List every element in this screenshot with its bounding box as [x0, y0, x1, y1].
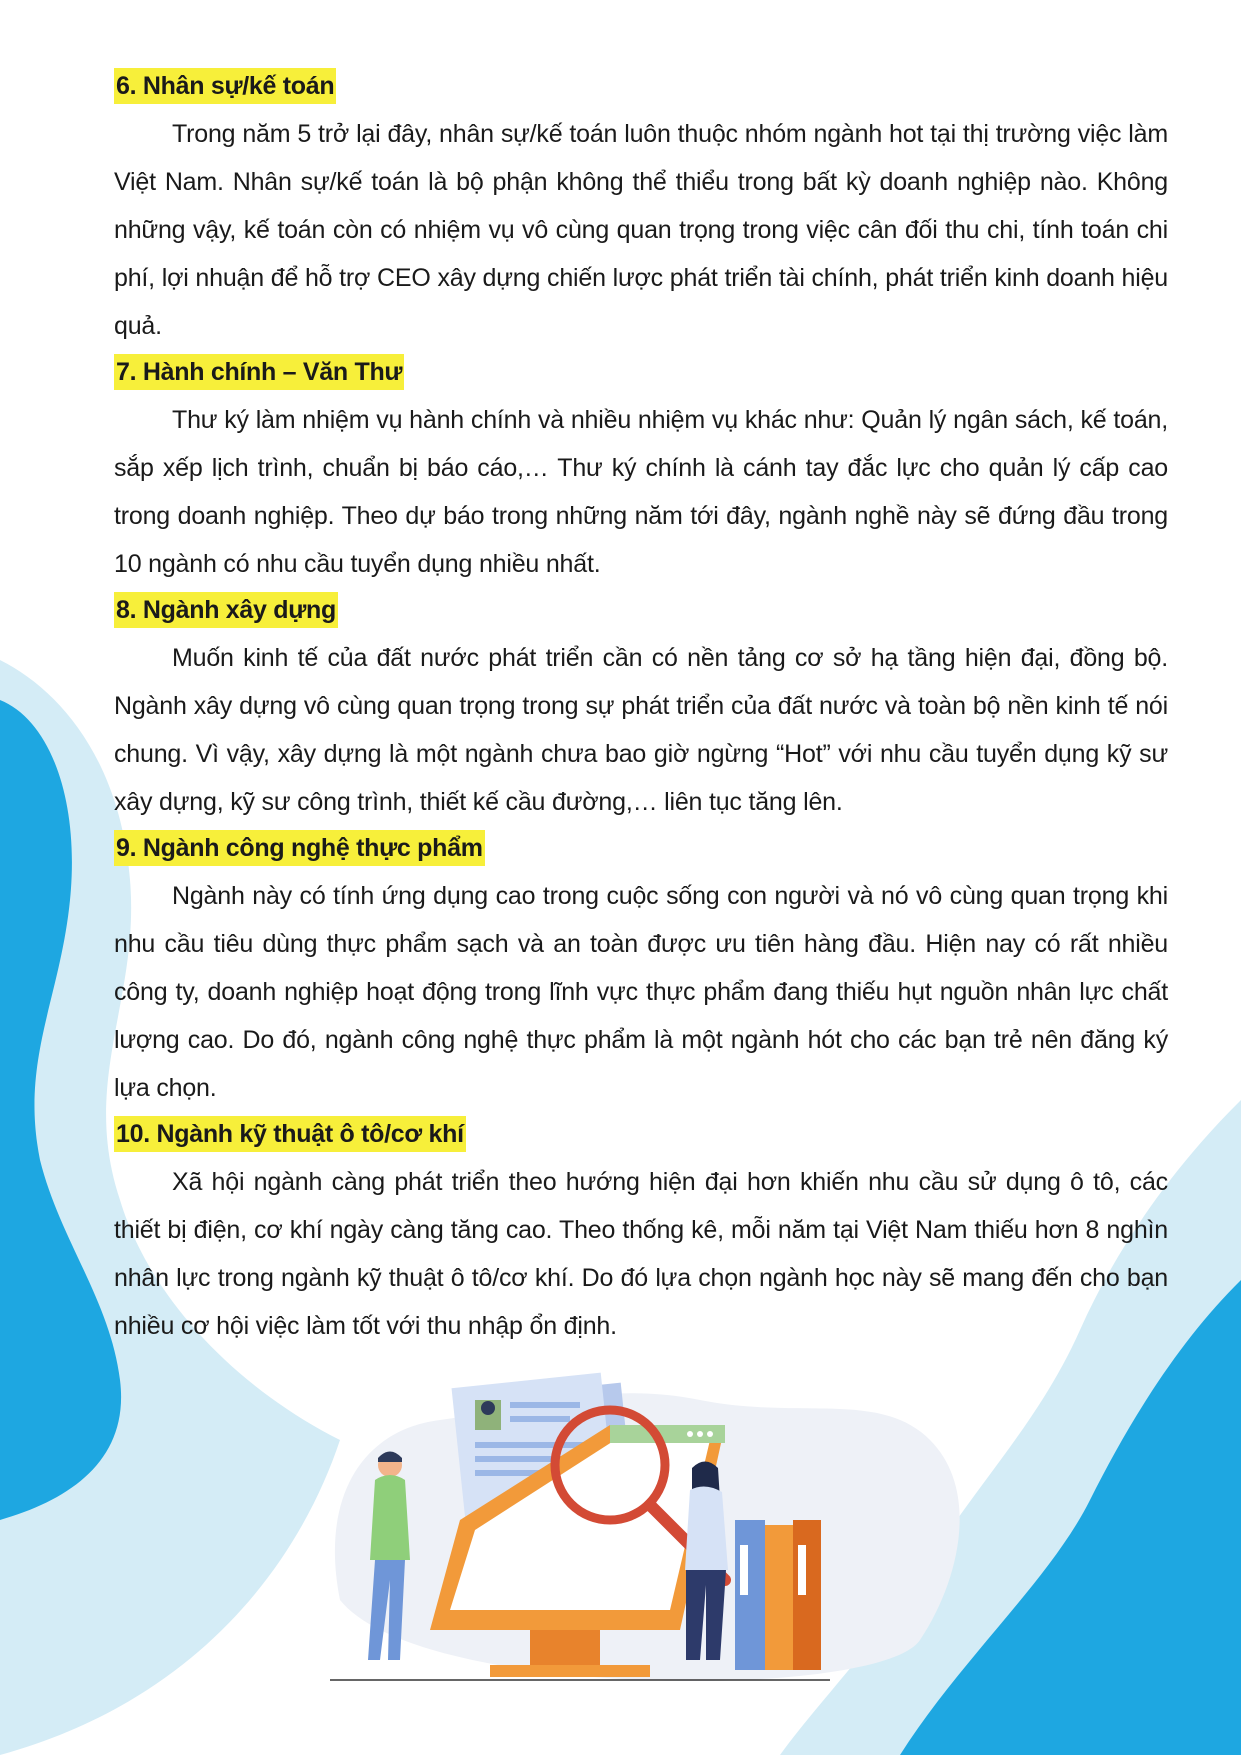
section-heading: 6. Nhân sự/kế toán [114, 68, 336, 104]
binders-icon [735, 1520, 821, 1670]
section-paragraph: Xã hội ngành càng phát triển theo hướng hiện đại hơn khiến nhu cầu sử dụng ô tô, các thiết bị điện, cơ khí ngày càng tăng cao. Theo thống kê, mỗi năm tại Việt Nam thiếu hơn 8 nghìn nhân lực trong ngành kỹ thuật ô tô/cơ khí. Do đó lựa chọn ngành học này sẽ mang đến cho bạn nhiều cơ hội việc làm tốt với thu nhập ổn định. [114, 1168, 1168, 1340]
section-3 [114, 592, 1168, 826]
section-4 [114, 830, 1168, 1112]
recruitment-illustration [330, 1370, 950, 1700]
woman-figure-icon [685, 1462, 728, 1661]
article-content [114, 68, 1168, 1354]
section-heading: 8. Ngành xây dựng [114, 592, 338, 628]
section-heading: 9. Ngành công nghệ thực phẩm [114, 830, 485, 866]
section-heading: 7. Hành chính – Văn Thư [114, 354, 404, 390]
section-paragraph: Thư ký làm nhiệm vụ hành chính và nhiều nhiệm vụ khác như: Quản lý ngân sách, kế toán, sắp xếp lịch trình, chuẩn bị báo cáo,… Thư ký chính là cánh tay đắc lực cho quản lý cấp cao trong doanh nghiệp. Theo dự báo trong những năm tới đây, ngành nghề này sẽ đứng đầu trong 10 ngành có nhu cầu tuyển dụng nhiều nhất. [114, 406, 1168, 578]
section-1 [114, 68, 1168, 350]
section-5 [114, 1116, 1168, 1350]
section-paragraph: Ngành này có tính ứng dụng cao trong cuộc sống con người và nó vô cùng quan trọng khi nhu cầu tiêu dùng thực phẩm sạch và an toàn được ưu tiên hàng đầu. Hiện nay có rất nhiều công ty, doanh nghiệp hoạt động trong lĩnh vực thực phẩm đang thiếu hụt nguồn nhân lực chất lượng cao. Do đó, ngành công nghệ thực phẩm là một ngành hót cho các bạn trẻ nên đăng ký lựa chọn. [114, 882, 1168, 1102]
man-figure-icon [368, 1452, 410, 1661]
section-heading: 10. Ngành kỹ thuật ô tô/cơ khí [114, 1116, 466, 1152]
section-2 [114, 354, 1168, 588]
section-paragraph: Trong năm 5 trở lại đây, nhân sự/kế toán luôn thuộc nhóm ngành hot tại thị trường việc làm Việt Nam. Nhân sự/kế toán là bộ phận không thể thiểu trong bất kỳ doanh nghiệp nào. Không những vậy, kế toán còn có nhiệm vụ vô cùng quan trọng trong việc cân đối thu chi, tính toán chi phí, lợi nhuận để hỗ trợ CEO xây dựng chiến lược phát triển tài chính, phát triển kinh doanh hiệu quả. [114, 120, 1168, 340]
section-paragraph: Muốn kinh tế của đất nước phát triển cần có nền tảng cơ sở hạ tầng hiện đại, đồng bộ. Ngành xây dựng vô cùng quan trọng trong sự phát triển của đất nước và toàn bộ nền kinh tế nói chung. Vì vậy, xây dựng là một ngành chưa bao giờ ngừng “Hot” với nhu cầu tuyển dụng kỹ sư xây dựng, kỹ sư công trình, thiết kế cầu đường,… liên tục tăng lên. [114, 644, 1168, 816]
